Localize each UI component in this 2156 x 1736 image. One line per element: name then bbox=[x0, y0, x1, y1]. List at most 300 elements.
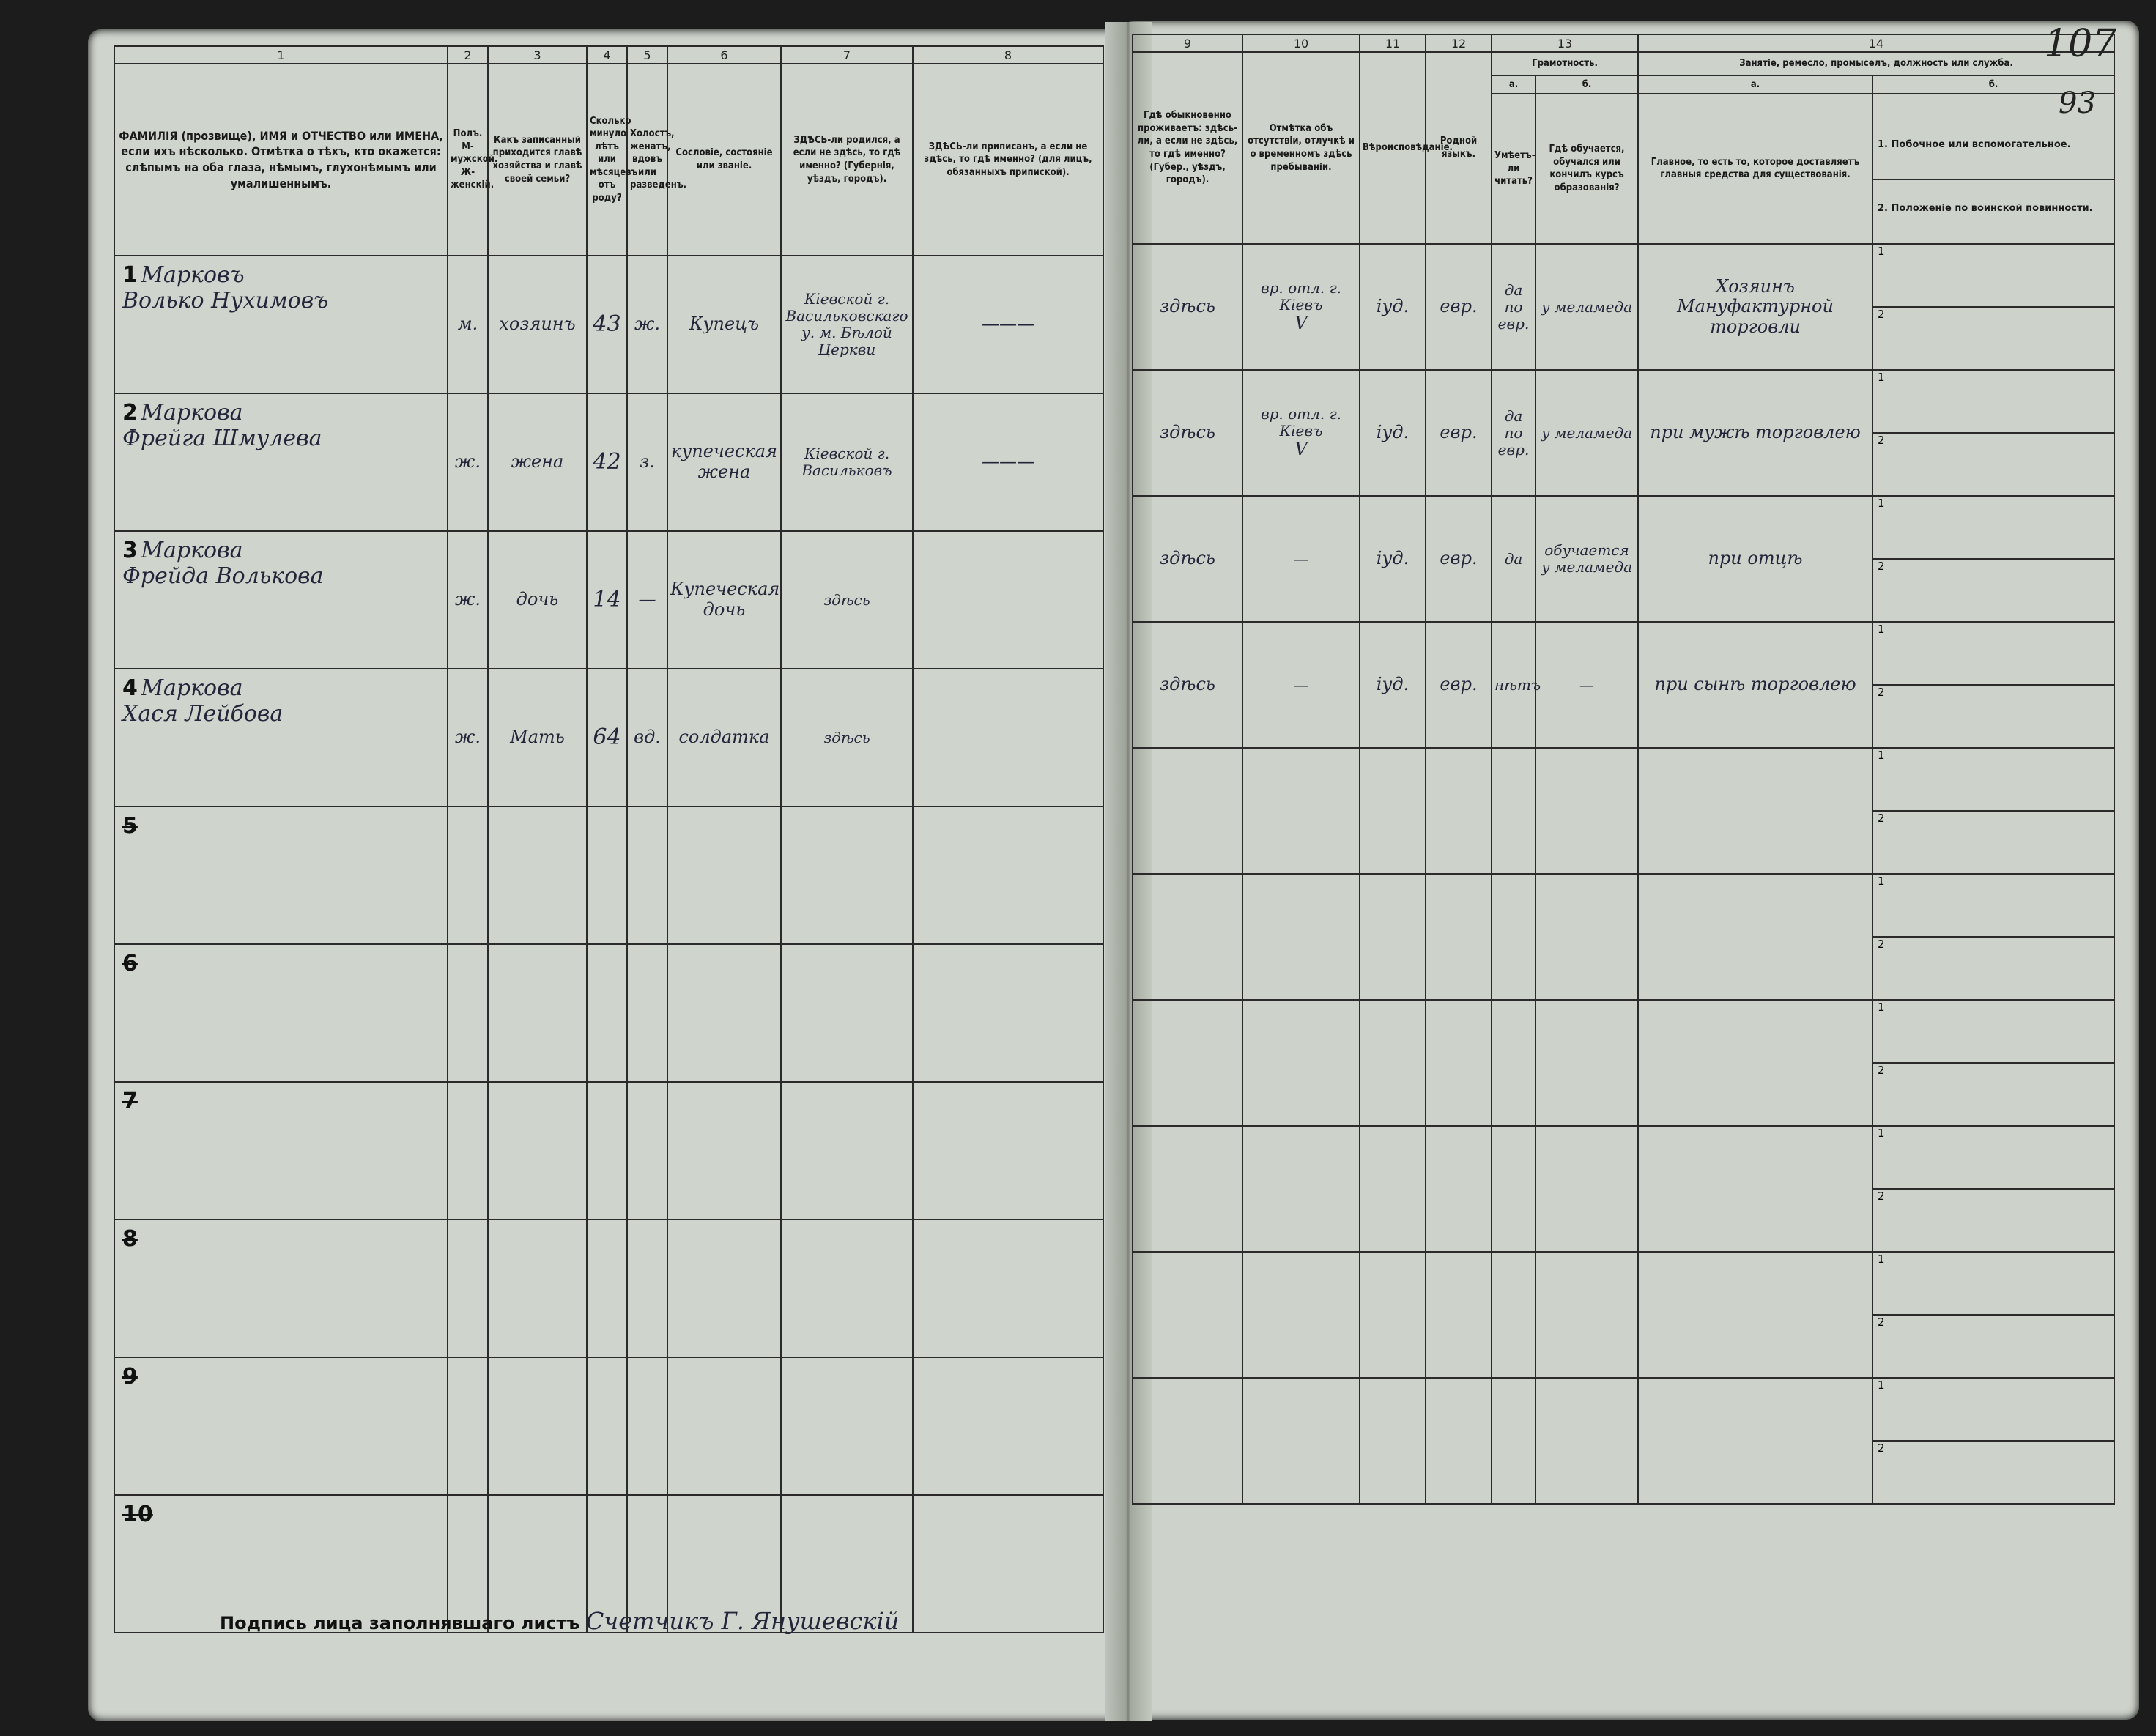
religion-cell bbox=[1360, 1378, 1426, 1504]
age-cell bbox=[587, 806, 627, 944]
residence-cell bbox=[1133, 370, 1242, 496]
name-cell bbox=[114, 1357, 448, 1495]
table-row bbox=[114, 1357, 1103, 1495]
table-row bbox=[1133, 1252, 2114, 1378]
surname: Марковъ bbox=[141, 262, 245, 288]
table-row bbox=[114, 256, 1103, 393]
residence: здѣсь bbox=[1160, 674, 1215, 695]
absence-cell bbox=[1242, 1252, 1360, 1378]
can-read: нѣтъ bbox=[1494, 675, 1541, 694]
religion-cell bbox=[1360, 496, 1426, 622]
absence-cell bbox=[1242, 1000, 1360, 1126]
col-num-1: 1 bbox=[114, 46, 448, 64]
given-names: Фрейда Волькова bbox=[122, 563, 324, 589]
row-number: 7 bbox=[122, 1088, 138, 1114]
language-cell bbox=[1426, 748, 1492, 874]
relation-cell bbox=[488, 531, 587, 669]
col-num-5: 5 bbox=[627, 46, 667, 64]
registration-cell bbox=[913, 1220, 1103, 1357]
header-religion: Вѣроисповѣданіе. bbox=[1360, 52, 1426, 244]
registration: ——— bbox=[982, 314, 1034, 335]
row-number: 5 bbox=[122, 813, 138, 839]
absence-mark: V bbox=[1294, 313, 1308, 334]
marital-cell bbox=[627, 1082, 667, 1220]
age-cell bbox=[587, 1082, 627, 1220]
marital-cell bbox=[627, 531, 667, 669]
secondary-1: 1 bbox=[1873, 1253, 2114, 1316]
header-main-occupation: Главное, то есть то, которое доставляетъ главныя средства для существованія. bbox=[1638, 94, 1872, 244]
given-names: Фрейга Шмулева bbox=[122, 425, 322, 451]
language-cell bbox=[1426, 370, 1492, 496]
birthplace: Кіевской г. Васильковъ bbox=[801, 445, 892, 479]
header-can-read: Умѣетъ-ли читать? bbox=[1492, 94, 1535, 244]
birthplace: здѣсь bbox=[823, 728, 870, 746]
header-age: Сколько минуло лѣтъ или мѣсяцевъ отъ роду? bbox=[587, 64, 627, 256]
registration-cell bbox=[913, 944, 1103, 1082]
sex-cell bbox=[448, 1357, 488, 1495]
main-occupation: при отцѣ bbox=[1708, 548, 1803, 569]
relation-cell bbox=[488, 669, 587, 806]
main-occupation-cell bbox=[1638, 1378, 1872, 1504]
header-residence: Гдѣ обыкновенно проживаетъ: здѣсь-ли, а если не здѣсь, то гдѣ именно? (Губер., уѣздъ, городъ). bbox=[1133, 52, 1242, 244]
relation-cell bbox=[488, 1082, 587, 1220]
secondary-2: 2 bbox=[1878, 938, 1885, 951]
secondary-2: 2 bbox=[1878, 1442, 1885, 1455]
secondary-2: 2 bbox=[1878, 1316, 1885, 1329]
row-number: 9 bbox=[122, 1364, 138, 1390]
secondary-cell bbox=[1872, 748, 2114, 874]
relation-cell bbox=[488, 806, 587, 944]
registration-cell bbox=[913, 669, 1103, 806]
education-cell bbox=[1535, 874, 1638, 1000]
header-language: Родной языкъ. bbox=[1426, 52, 1492, 244]
header-registration: ЗДѢСЬ-ли приписанъ, а если не здѣсь, то гдѣ именно? (для лицъ, обязанныхъ припиской). bbox=[913, 64, 1103, 256]
education-cell bbox=[1535, 1252, 1638, 1378]
absence-cell bbox=[1242, 496, 1360, 622]
registration-cell bbox=[913, 393, 1103, 531]
col-num-11: 11 bbox=[1360, 34, 1426, 52]
can-read-cell bbox=[1492, 1252, 1535, 1378]
language-cell bbox=[1426, 1252, 1492, 1378]
sex-cell bbox=[448, 806, 488, 944]
estate: купеческая жена bbox=[670, 441, 778, 482]
relation-cell bbox=[488, 944, 587, 1082]
relation-cell bbox=[488, 256, 587, 393]
education-cell bbox=[1535, 244, 1638, 370]
table-row bbox=[1133, 496, 2114, 622]
sex-cell bbox=[448, 1220, 488, 1357]
marital: вд. bbox=[634, 727, 661, 748]
age: 42 bbox=[593, 448, 621, 475]
header-occupation-a: а. bbox=[1638, 75, 1872, 93]
estate-cell bbox=[667, 393, 781, 531]
religion-cell bbox=[1360, 874, 1426, 1000]
absence-cell bbox=[1242, 244, 1360, 370]
name-cell bbox=[114, 669, 448, 806]
table-row bbox=[114, 669, 1103, 806]
sex-cell bbox=[448, 256, 488, 393]
registration-cell bbox=[913, 806, 1103, 944]
age-cell bbox=[587, 531, 627, 669]
secondary-2: 2 bbox=[1878, 560, 1885, 573]
table-row bbox=[1133, 370, 2114, 496]
absence-cell bbox=[1242, 622, 1360, 748]
sex: ж. bbox=[455, 589, 481, 610]
main-occupation-cell bbox=[1638, 244, 1872, 370]
language: евр. bbox=[1440, 548, 1478, 569]
secondary-1: 1 bbox=[1873, 1379, 2114, 1442]
absence: вр. отл. г. Кіевъ bbox=[1260, 405, 1342, 440]
religion-cell bbox=[1360, 748, 1426, 874]
age-cell bbox=[587, 944, 627, 1082]
birthplace-cell bbox=[781, 1357, 913, 1495]
page-number-top: 107 bbox=[2044, 22, 2117, 66]
registration-cell bbox=[913, 1495, 1103, 1633]
header-literacy-a: а. bbox=[1492, 75, 1535, 93]
marital: ж. bbox=[634, 314, 660, 335]
table-row bbox=[1133, 1000, 2114, 1126]
can-read-cell bbox=[1492, 244, 1535, 370]
secondary-cell bbox=[1872, 874, 2114, 1000]
marital-cell bbox=[627, 806, 667, 944]
estate-cell bbox=[667, 1220, 781, 1357]
language-cell bbox=[1426, 1126, 1492, 1252]
estate: солдатка bbox=[678, 727, 770, 748]
table-row bbox=[1133, 874, 2114, 1000]
surname: Маркова bbox=[141, 675, 243, 701]
row-number: 3 bbox=[122, 538, 138, 563]
column-numbers-row bbox=[114, 46, 1103, 64]
row-number: 6 bbox=[122, 951, 138, 976]
row-number: 4 bbox=[122, 675, 138, 701]
estate-cell bbox=[667, 1082, 781, 1220]
sex-cell bbox=[448, 1082, 488, 1220]
table-row bbox=[114, 1220, 1103, 1357]
registration-cell bbox=[913, 1082, 1103, 1220]
religion-cell bbox=[1360, 622, 1426, 748]
education-cell bbox=[1535, 748, 1638, 874]
name-cell bbox=[114, 531, 448, 669]
main-occupation-cell bbox=[1638, 496, 1872, 622]
religion-cell bbox=[1360, 1252, 1426, 1378]
absence-cell bbox=[1242, 1378, 1360, 1504]
birthplace-cell bbox=[781, 256, 913, 393]
education-cell bbox=[1535, 1000, 1638, 1126]
absence-cell bbox=[1242, 874, 1360, 1000]
education: у меламеда bbox=[1541, 423, 1633, 442]
main-occupation-cell bbox=[1638, 1000, 1872, 1126]
secondary-2: 2 bbox=[1878, 308, 1885, 321]
main-occupation-cell bbox=[1638, 370, 1872, 496]
col-num-3: 3 bbox=[488, 46, 587, 64]
header-name: ФАМИЛІЯ (прозвище), ИМЯ и ОТЧЕСТВО или ИМЕНА, если ихъ нѣсколько. Отмѣтка о тѣхъ, кто окажется: слѣпымъ на оба глаза, нѣмымъ, глухонѣмымъ или умалишеннымъ. bbox=[114, 64, 448, 256]
secondary-1: 1 bbox=[1873, 371, 2114, 434]
col-num-10: 10 bbox=[1242, 34, 1360, 52]
relation: жена bbox=[511, 451, 564, 472]
marital-cell bbox=[627, 669, 667, 806]
estate: Купеческая дочь bbox=[670, 579, 780, 620]
language-cell bbox=[1426, 1000, 1492, 1126]
column-numbers-row-right bbox=[1133, 34, 2114, 52]
col-num-2: 2 bbox=[448, 46, 488, 64]
main-occupation-cell bbox=[1638, 1252, 1872, 1378]
registration-cell bbox=[913, 256, 1103, 393]
name-cell bbox=[114, 256, 448, 393]
residence-cell bbox=[1133, 748, 1242, 874]
age: 64 bbox=[593, 724, 621, 750]
signature-label: Подпись лица заполнявшаго листъ bbox=[220, 1613, 580, 1633]
secondary-2: 2 bbox=[1878, 812, 1885, 825]
given-names: Хася Лейбова bbox=[122, 700, 284, 727]
marital-cell bbox=[627, 1357, 667, 1495]
table-row bbox=[1133, 244, 2114, 370]
language: евр. bbox=[1440, 422, 1478, 443]
table-row bbox=[114, 531, 1103, 669]
birthplace: здѣсь bbox=[823, 590, 870, 609]
sex-cell bbox=[448, 944, 488, 1082]
secondary-1: 1 bbox=[1873, 1001, 2114, 1064]
education-cell bbox=[1535, 1378, 1638, 1504]
secondary-cell bbox=[1872, 1000, 2114, 1126]
secondary-2: 2 bbox=[1878, 1064, 1885, 1077]
age-cell bbox=[587, 669, 627, 806]
language-cell bbox=[1426, 1378, 1492, 1504]
secondary-cell bbox=[1872, 1126, 2114, 1252]
main-occupation-cell bbox=[1638, 622, 1872, 748]
birthplace-cell bbox=[781, 944, 913, 1082]
row-number: 8 bbox=[122, 1226, 138, 1252]
table-row bbox=[114, 393, 1103, 531]
absence: — bbox=[1294, 549, 1308, 568]
page-number-sub: 93 bbox=[2059, 86, 2096, 120]
main-occupation: при сынѣ торговлею bbox=[1654, 674, 1856, 695]
can-read: да по евр. bbox=[1497, 407, 1530, 459]
relation: дочь bbox=[516, 589, 559, 610]
estate-cell bbox=[667, 806, 781, 944]
header-secondary-2: 2. Положеніе по воинской повинности. bbox=[1878, 203, 2093, 215]
sex: м. bbox=[457, 314, 478, 335]
main-occupation: при мужѣ торговлею bbox=[1650, 422, 1861, 443]
col-num-8: 8 bbox=[913, 46, 1103, 64]
marital: — bbox=[638, 589, 656, 610]
row-number: 10 bbox=[122, 1502, 153, 1527]
birthplace: Кіевской г. Васильковскаго у. м. Бѣлой Церкви bbox=[785, 290, 908, 358]
header-literacy: Грамотность. bbox=[1492, 52, 1638, 75]
religion: іуд. bbox=[1376, 296, 1409, 317]
main-occupation-cell bbox=[1638, 1126, 1872, 1252]
col-num-4: 4 bbox=[587, 46, 627, 64]
education: обучается у меламеда bbox=[1541, 541, 1633, 576]
estate-cell bbox=[667, 1357, 781, 1495]
sex: ж. bbox=[455, 727, 481, 748]
residence-cell bbox=[1133, 1126, 1242, 1252]
education-cell bbox=[1535, 496, 1638, 622]
marital-cell bbox=[627, 256, 667, 393]
header-birthplace: ЗДѢСЬ-ли родился, а если не здѣсь, то гдѣ именно? (Губернія, уѣздъ, городъ). bbox=[781, 64, 913, 256]
header-education: Гдѣ обучается, обучался или кончилъ курсъ образованія? bbox=[1535, 94, 1638, 244]
registration-cell bbox=[913, 1357, 1103, 1495]
age: 43 bbox=[593, 311, 621, 337]
name-cell bbox=[114, 393, 448, 531]
header-marital: Холостъ, женатъ, вдовъ или разведенъ. bbox=[627, 64, 667, 256]
birthplace-cell bbox=[781, 1220, 913, 1357]
relation: хозяинъ bbox=[499, 314, 576, 335]
residence-cell bbox=[1133, 622, 1242, 748]
secondary-1: 1 bbox=[1873, 875, 2114, 938]
table-row bbox=[1133, 748, 2114, 874]
col-num-13: 13 bbox=[1492, 34, 1638, 52]
table-row bbox=[1133, 1378, 2114, 1504]
marital-cell bbox=[627, 944, 667, 1082]
age: 14 bbox=[593, 586, 621, 612]
age-cell bbox=[587, 393, 627, 531]
birthplace-cell bbox=[781, 669, 913, 806]
can-read-cell bbox=[1492, 496, 1535, 622]
secondary-cell bbox=[1872, 244, 2114, 370]
table-row bbox=[1133, 622, 2114, 748]
residence: здѣсь bbox=[1160, 422, 1215, 443]
name-cell bbox=[114, 944, 448, 1082]
language-cell bbox=[1426, 622, 1492, 748]
row-number: 2 bbox=[122, 400, 138, 426]
header-row bbox=[114, 64, 1103, 256]
relation: Мать bbox=[510, 727, 565, 748]
language-cell bbox=[1426, 244, 1492, 370]
absence-mark: V bbox=[1294, 439, 1308, 460]
can-read-cell bbox=[1492, 748, 1535, 874]
secondary-2: 2 bbox=[1878, 1190, 1885, 1203]
estate-cell bbox=[667, 256, 781, 393]
secondary-cell bbox=[1872, 496, 2114, 622]
residence-cell bbox=[1133, 244, 1242, 370]
absence-cell bbox=[1242, 1126, 1360, 1252]
col-num-14: 14 bbox=[1638, 34, 2114, 52]
signature-value: Счетчикъ Г. Янушевскій bbox=[585, 1607, 900, 1635]
can-read-cell bbox=[1492, 1000, 1535, 1126]
secondary-1: 1 bbox=[1873, 749, 2114, 812]
residence-cell bbox=[1133, 874, 1242, 1000]
table-row bbox=[114, 806, 1103, 944]
header-occupation: Занятіе, ремесло, промыселъ, должность или служба. bbox=[1638, 52, 2114, 75]
name-cell bbox=[114, 806, 448, 944]
absence: — bbox=[1294, 675, 1308, 694]
header-estate: Сословіе, состояніе или званіе. bbox=[667, 64, 781, 256]
birthplace-cell bbox=[781, 531, 913, 669]
surname: Маркова bbox=[141, 400, 243, 426]
can-read: да по евр. bbox=[1497, 281, 1530, 333]
can-read-cell bbox=[1492, 1126, 1535, 1252]
secondary-1: 1 bbox=[1873, 1127, 2114, 1190]
marital: з. bbox=[640, 451, 655, 472]
can-read-cell bbox=[1492, 370, 1535, 496]
name-cell bbox=[114, 1220, 448, 1357]
age-cell bbox=[587, 1220, 627, 1357]
religion-cell bbox=[1360, 244, 1426, 370]
secondary-1: 1 bbox=[1873, 623, 2114, 686]
birthplace-cell bbox=[781, 806, 913, 944]
can-read: да bbox=[1504, 549, 1523, 568]
residence-cell bbox=[1133, 1378, 1242, 1504]
religion-cell bbox=[1360, 370, 1426, 496]
absence-cell bbox=[1242, 748, 1360, 874]
relation-cell bbox=[488, 1357, 587, 1495]
table-row bbox=[114, 1082, 1103, 1220]
main-occupation: Хозяинъ Мануфактурной торговли bbox=[1677, 275, 1834, 337]
sex-cell bbox=[448, 531, 488, 669]
birthplace-cell bbox=[781, 393, 913, 531]
secondary-2: 2 bbox=[1878, 686, 1885, 699]
can-read-cell bbox=[1492, 874, 1535, 1000]
language-cell bbox=[1426, 496, 1492, 622]
estate-cell bbox=[667, 944, 781, 1082]
marital-cell bbox=[627, 393, 667, 531]
education: — bbox=[1579, 675, 1594, 694]
residence: здѣсь bbox=[1160, 296, 1215, 317]
header-literacy-b: б. bbox=[1535, 75, 1638, 93]
language: евр. bbox=[1440, 674, 1478, 695]
census-table-right bbox=[1132, 34, 2115, 1505]
can-read-cell bbox=[1492, 1378, 1535, 1504]
main-occupation-cell bbox=[1638, 748, 1872, 874]
birthplace-cell bbox=[781, 1082, 913, 1220]
religion: іуд. bbox=[1376, 548, 1409, 569]
secondary-1: 1 bbox=[1873, 245, 2114, 308]
header-relation: Какъ записанный приходится главѣ хозяйства и главѣ своей семьи? bbox=[488, 64, 587, 256]
surname: Маркова bbox=[141, 538, 243, 563]
absence: вр. отл. г. Кіевъ bbox=[1260, 279, 1342, 314]
religion: іуд. bbox=[1376, 422, 1409, 443]
header-secondary-1: 1. Побочное или вспомогательное. bbox=[1873, 94, 2114, 181]
header-occupation-b: б. bbox=[1872, 75, 2114, 93]
residence-cell bbox=[1133, 1252, 1242, 1378]
relation-cell bbox=[488, 393, 587, 531]
religion-cell bbox=[1360, 1000, 1426, 1126]
education: у меламеда bbox=[1541, 297, 1633, 316]
relation-cell bbox=[488, 1220, 587, 1357]
col-num-12: 12 bbox=[1426, 34, 1492, 52]
age-cell bbox=[587, 256, 627, 393]
marital-cell bbox=[627, 1220, 667, 1357]
secondary-cell bbox=[1872, 1378, 2114, 1504]
table-row bbox=[114, 944, 1103, 1082]
header-sex: Полъ. М-мужской. Ж-женскій. bbox=[448, 64, 488, 256]
age-cell bbox=[587, 1357, 627, 1495]
secondary-2: 2 bbox=[1878, 434, 1885, 447]
main-occupation-cell bbox=[1638, 874, 1872, 1000]
sex: ж. bbox=[455, 451, 481, 472]
header-row-right bbox=[1133, 52, 2114, 75]
given-names: Волько Нухимовъ bbox=[122, 287, 329, 314]
registration: ——— bbox=[982, 451, 1034, 472]
residence-cell bbox=[1133, 496, 1242, 622]
estate-cell bbox=[667, 669, 781, 806]
secondary-cell bbox=[1872, 1252, 2114, 1378]
col-num-6: 6 bbox=[667, 46, 781, 64]
language: евр. bbox=[1440, 296, 1478, 317]
absence-cell bbox=[1242, 370, 1360, 496]
sex-cell bbox=[448, 669, 488, 806]
row-number: 1 bbox=[122, 262, 138, 288]
education-cell bbox=[1535, 370, 1638, 496]
language-cell bbox=[1426, 874, 1492, 1000]
secondary-cell bbox=[1872, 622, 2114, 748]
can-read-cell bbox=[1492, 622, 1541, 748]
name-cell bbox=[114, 1082, 448, 1220]
table-row bbox=[1133, 1126, 2114, 1252]
census-table-left bbox=[114, 45, 1104, 1633]
estate-cell bbox=[667, 531, 781, 669]
education-cell bbox=[1535, 1126, 1638, 1252]
